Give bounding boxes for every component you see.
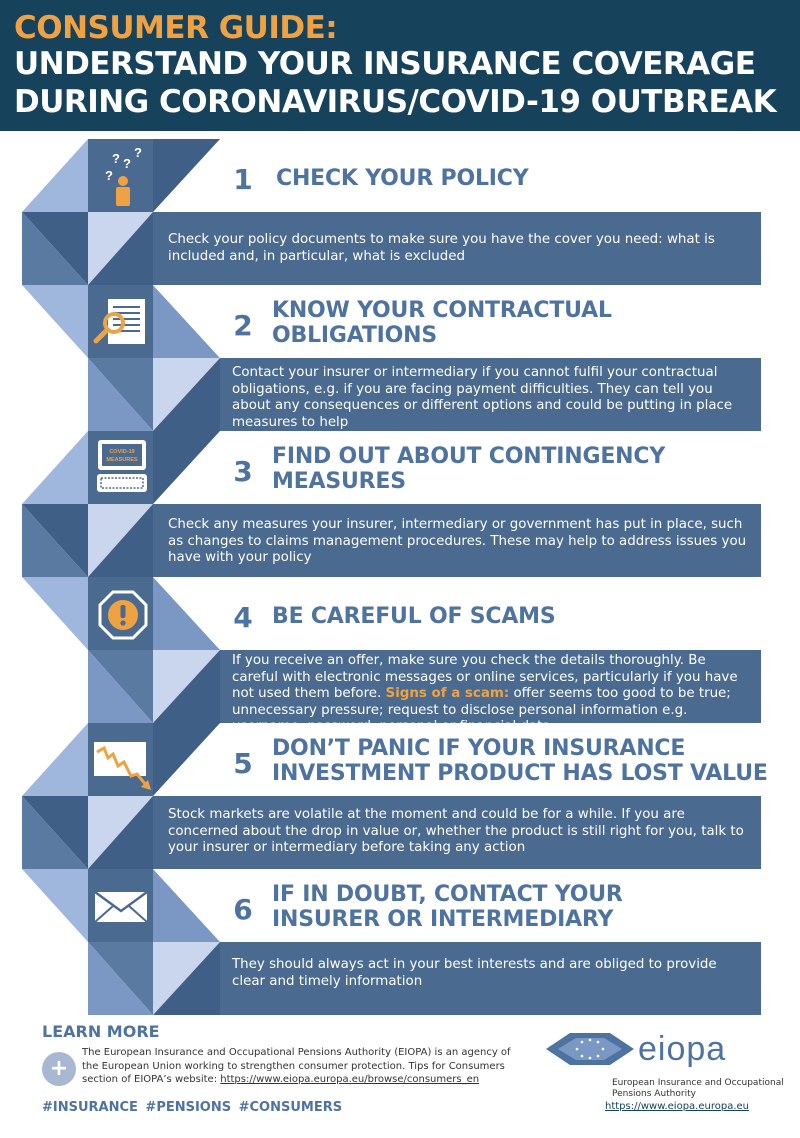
footer-description: The European Insurance and Occupational Pensions Authority (EIOPA) is an agency of the European Union working to strengthen consumer protection. Tips for Consumers section of EIOPA’s website: — [82, 1047, 511, 1085]
step-title-line-2: INSURER OR INTERMEDIARY — [272, 907, 614, 932]
step-3 — [0, 431, 800, 576]
step-number: 3 — [233, 455, 253, 488]
step-title-line-1: FIND OUT ABOUT CONTINGENCY — [272, 444, 666, 469]
header-title-line-1: UNDERSTAND YOUR INSURANCE COVERAGE — [14, 46, 756, 82]
hashtags: #INSURANCE #PENSIONS #CONSUMERS — [42, 1100, 343, 1115]
plus-icon: + — [42, 1052, 76, 1086]
learn-more-heading: LEARN MORE — [42, 1022, 160, 1041]
header-subtitle: CONSUMER GUIDE: — [14, 10, 338, 46]
scam-signs-highlight: Signs of a scam: — [385, 686, 510, 701]
step-text: Stock markets are volatile at the moment and could be for a while. If you are concerned about the drop in value or, whether the product is still right for you, talk to your insurer or intermediary before taking any action — [168, 807, 744, 855]
svg-text:?: ? — [112, 151, 120, 166]
step-title-line-1: DON’T PANIC IF YOUR INSURANCE — [272, 736, 686, 761]
step-text: They should always act in your best interests and are obliged to provide clear and timely information — [232, 957, 717, 989]
footer-info-text — [82, 1046, 522, 1087]
step-text: Contact your insurer or intermediary if you cannot fulfil your contractual obligations, e.g. if you are facing payment difficulties. They can tell you about any consequences or different options and could be putting in place measures to help — [232, 365, 733, 430]
step-text: If you receive an offer, make sure you check the details thoroughly. Be careful with electronic messages or online services, particularly if you have not used them before. — [232, 653, 738, 701]
step-title-line-2: INVESTMENT PRODUCT HAS LOST VALUE — [272, 761, 768, 786]
svg-text:?: ? — [123, 156, 131, 171]
step-text: Check your policy documents to make sure you have the cover you need: what is included and, in particular, what is excluded — [168, 232, 715, 264]
header-title-line-2: DURING CORONAVIRUS/COVID-19 OUTBREAK — [14, 84, 777, 120]
org-name: European Insurance and Occupational Pensions Authority — [612, 1078, 784, 1099]
step-title-line-1: CHECK YOUR POLICY — [276, 166, 529, 191]
step-title-line-1: KNOW YOUR CONTRACTUAL — [272, 298, 612, 323]
step-title-line-1: BE CAREFUL OF SCAMS — [272, 604, 556, 629]
svg-text:?: ? — [134, 145, 142, 160]
step-title-line-2: OBLIGATIONS — [272, 323, 438, 348]
step-number: 5 — [233, 747, 253, 780]
website-link[interactable]: https://www.eiopa.europa.eu — [605, 1101, 749, 1112]
step-5 — [0, 723, 800, 868]
step-title-line-2: MEASURES — [272, 469, 406, 494]
step-text-continued: offer seems too good to be true; unnecessary pressure; request to disclose personal information e.g. username, password, personal or financial data — [232, 686, 731, 734]
step-2 — [0, 285, 800, 430]
step-number: 6 — [233, 893, 253, 926]
logo-wordmark: eiopa — [638, 1030, 727, 1068]
consumers-link[interactable]: https://www.eiopa.europa.eu/browse/consumers_en — [220, 1074, 480, 1085]
step-1 — [0, 139, 800, 284]
step-number: 2 — [233, 309, 253, 342]
step-title-line-1: IF IN DOUBT, CONTACT YOUR — [272, 882, 623, 907]
computer-icon-label-1: COVID-19 — [109, 449, 135, 455]
svg-text:?: ? — [105, 168, 113, 183]
step-text: Check any measures your insurer, intermediary or government has put in place, such as changes to claims management procedures. These may help to address issues you have with your policy — [168, 517, 747, 565]
step-6 — [0, 869, 800, 1014]
step-number: 4 — [233, 601, 253, 634]
step-number: 1 — [233, 163, 253, 196]
computer-icon-label-2: MEASURES — [106, 457, 138, 463]
step-4 — [0, 577, 800, 734]
